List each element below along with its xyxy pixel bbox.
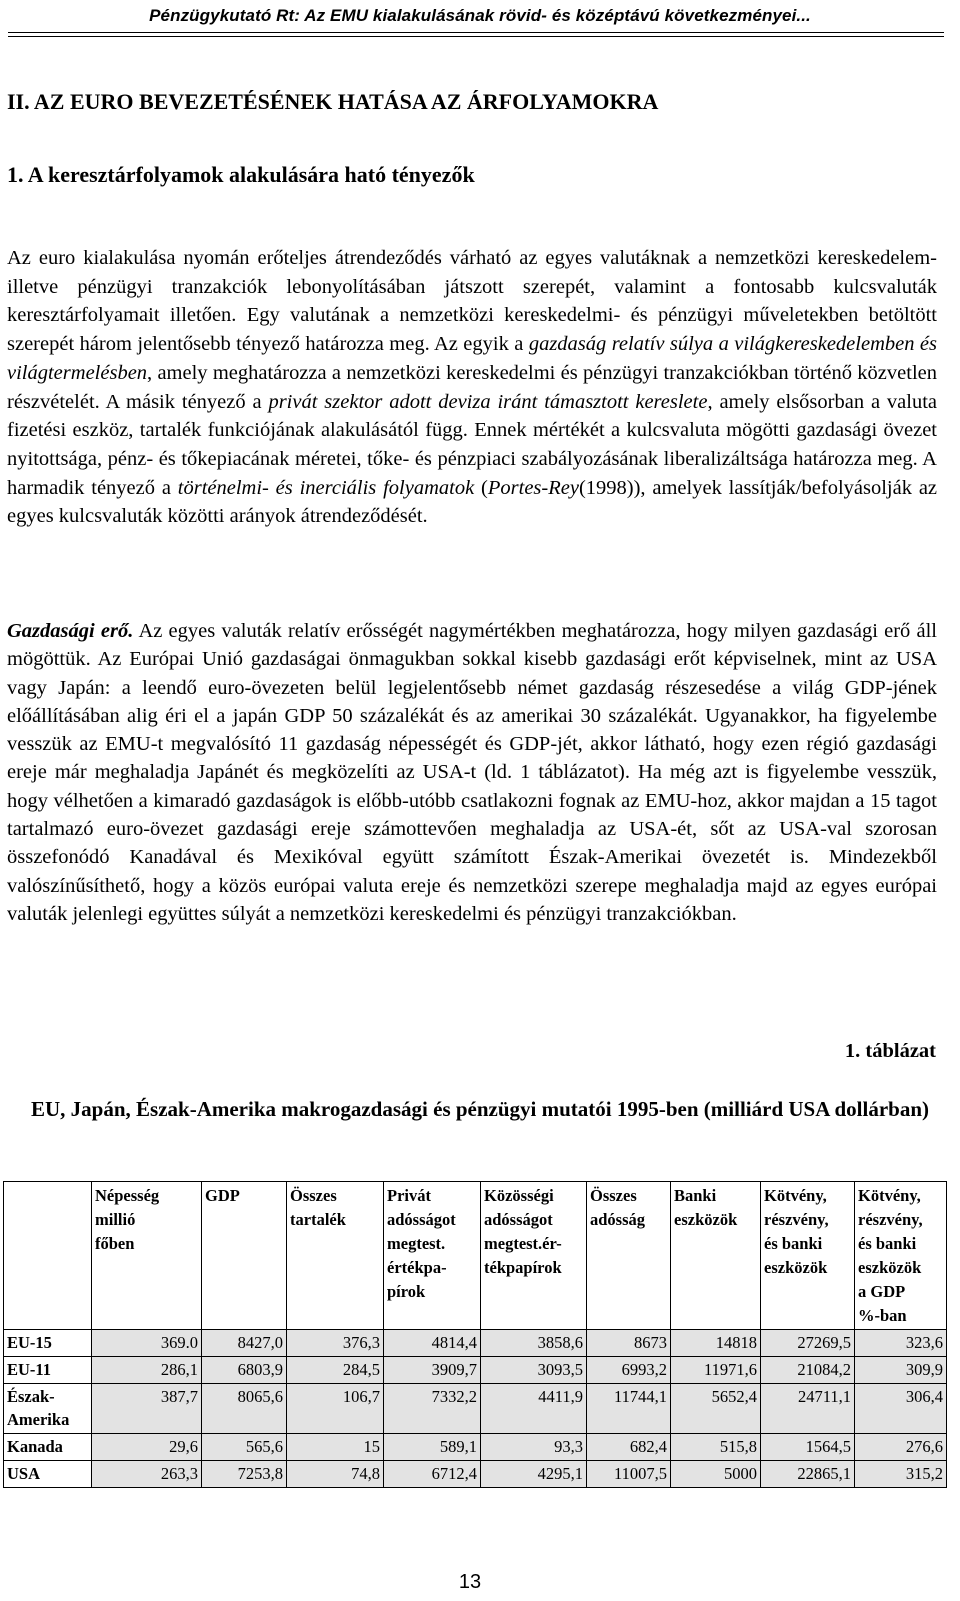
paragraph-text: (1998)), amelyek lassítják/befolyásolják az egyes kulcsvaluták közötti arányok átrendeződését. [7,476,938,528]
table-cell: 6993,2 [587,1356,671,1383]
paragraph-run-in-heading: Gazdasági erő. [7,620,134,642]
table-title: EU, Japán, Észak-Amerika makrogazdasági és pénzügyi mutatói 1995-ben (milliárd USA dollárban) [30,1097,929,1121]
header-rule-top [8,32,944,33]
table-number: 1. táblázat [844,1040,936,1062]
table-cell: 323,6 [855,1330,947,1357]
table-cell: 6803,9 [202,1356,287,1383]
column-header-line: tékpapírok [484,1258,562,1277]
column-header [671,1182,761,1330]
column-header-line: Banki [674,1186,717,1205]
table-cell: 8427,0 [202,1330,287,1357]
paragraph-text: Az euro kialakulása nyomán erőteljes átrendeződés várható az egyes valutáknak a nemzetközi kereskedelem- illetve pénzügyi tranzakciók lebonyolításában játszott szerepét, valamint a fontosabb kulcsvaluták keresztárfolyamait illetően. Egy valutának a nemzetközi kereskedelmi- és pénzügyi műveletekben betöltött szerepét három jelentősebb tényező határozza meg. Az egyik a [7,247,937,356]
table-cell: 11007,5 [587,1460,671,1487]
table-row [4,1383,947,1434]
table-cell: 589,1 [384,1434,481,1461]
table-cell: 306,4 [855,1383,947,1434]
column-header-line: pírok [387,1282,426,1301]
table-cell: 8065,6 [202,1383,287,1434]
row-label [4,1434,92,1461]
table-cell: 682,4 [587,1434,671,1461]
table-cell: 8673 [587,1330,671,1357]
column-header-line: eszközök [858,1258,922,1277]
column-header [761,1182,855,1330]
table-cell: 14818 [671,1330,761,1357]
table-cell: 369.0 [92,1330,202,1357]
table-cell: 11744,1 [587,1383,671,1434]
paragraph-text: , amely elsősorban a valuta fizetési eszköz, tartalék funkciójának alakulásától függ. Ennek mértékét a kulcsvaluta mögötti gazdasági övezet nyitottsága, pénz- és tőkepiacának méretei, tőke- és pénzpiaci szabályozásának liberalizáltsága határozza meg. A harmadik tényező a [7,390,937,499]
column-header-line: Népesség [95,1186,160,1205]
table-cell: 3093,5 [481,1356,587,1383]
paragraph-text: ( [474,476,488,499]
table-row [4,1434,947,1461]
row-label-line: Kanada [7,1437,63,1457]
table-cell: 29,6 [92,1434,202,1461]
column-header-line: megtest. [387,1234,446,1253]
column-header [384,1182,481,1330]
column-header-line: %-ban [858,1306,907,1325]
header-rule-bottom [8,36,944,37]
paragraph-text: , amely meghatározza a nemzetközi kereskedelmi és pénzügyi tranzakciókban történő közvetlen részvételét. A másik tényező a [7,361,937,413]
table-cell: 21084,2 [761,1356,855,1383]
table-cell: 74,8 [287,1460,384,1487]
table-cell: 5000 [671,1460,761,1487]
table-cell: 11971,6 [671,1356,761,1383]
row-label [4,1330,92,1357]
row-label-line: Amerika [7,1410,70,1430]
table-header-row [4,1182,947,1330]
row-label-line: EU-15 [7,1333,52,1352]
section-title: II. AZ EURO BEVEZETÉSÉNEK HATÁSA AZ ÁRFOLYAMOKRA [7,89,659,114]
column-header-line: Összes [590,1186,637,1205]
page-number: 13 [458,1571,482,1593]
running-header: Pénzügykutató Rt: Az EMU kialakulásának rövid- és középtávú következményei... [149,6,811,25]
column-header-line: adósságot [484,1210,553,1229]
table-cell: 3909,7 [384,1356,481,1383]
column-header-line: és banki [764,1234,823,1253]
table-cell: 315,2 [855,1460,947,1487]
column-header [92,1182,202,1330]
table-cell: 7332,2 [384,1383,481,1434]
table-cell: 3858,6 [481,1330,587,1357]
column-header-line: millió [95,1210,136,1229]
column-header-line: eszközök [674,1210,738,1229]
paragraph-text: Az egyes valuták relatív erősségét nagymértékben meghatározza, hogy milyen gazdasági erő áll mögöttük. Az Európai Unió gazdaságai önmagukban sokkal kisebb gazdasági erőt képviselnek, mint az USA vagy Japán: a leendő euro-övezeten belül legjelentősebb német gazdaság részesedése a világ GDP-jének előállításában alig éri el a japán GDP 50 százalékát és az amerikai 30 százalékát. Ugyanakkor, ha figyelembe vesszük az EMU-t megvalósító 11 gazdaság népességét és GDP-jét, akkor látható, hogy ezen régió gazdasági ereje már meghaladja Japánét és megközelíti az USA-t (ld. 1 táblázatot). Ha még azt is figyelembe vesszük, hogy vélhetően a kimaradó gazdaságok is előbb-utóbb csatlakozni fognak az EMU-hoz, akkor majdan a 15 tagot tartalmazó euro-övezet gazdasági ereje számottevően meghaladja az USA-ét, sőt az USA-val szorosan összefonódó Kanadával és Mexikóval együtt számított Észak-Amerikai övezetét is. Mindezekből valószínűsíthető, hogy a közös európai valuta ereje és nemzetközi szerepe meghaladja majd az egyes európai valuták jelenlegi együttes súlyát a nemzetközi kereskedelmi és pénzügyi tranzakciókban. [7,620,937,925]
table-body [4,1330,947,1488]
table-cell: 4814,4 [384,1330,481,1357]
row-label [4,1383,92,1434]
table-header [4,1182,947,1330]
table-cell: 284,5 [287,1356,384,1383]
column-header [202,1182,287,1330]
table-cell: 15 [287,1434,384,1461]
table-row [4,1330,947,1357]
table-cell: 4295,1 [481,1460,587,1487]
table-cell: 24711,1 [761,1383,855,1434]
column-header-line: részvény, [858,1210,923,1229]
table-cell: 4411,9 [481,1383,587,1434]
column-header-line: és banki [858,1234,917,1253]
column-header-line: Közösségi [484,1186,554,1205]
table-cell: 376,3 [287,1330,384,1357]
macro-indicators-table [3,1181,947,1488]
column-header-line: adósság [590,1210,646,1229]
column-header-line: a GDP [858,1282,906,1301]
column-header-line: főben [95,1234,135,1253]
row-label [4,1460,92,1487]
table-cell: 106,7 [287,1383,384,1434]
column-header [287,1182,384,1330]
table-cell: 6712,4 [384,1460,481,1487]
column-header-line: tartalék [290,1210,346,1229]
column-header-line: részvény, [764,1210,829,1229]
table-row [4,1460,947,1487]
column-header [4,1182,92,1330]
table-cell: 93,3 [481,1434,587,1461]
row-label-line: Észak- [7,1386,55,1406]
column-header-line: GDP [205,1186,240,1205]
paragraph-factors [7,244,937,531]
column-header-line: Privát [387,1186,431,1205]
table-row [4,1356,947,1383]
row-label-line: EU-11 [7,1359,52,1379]
paragraph-economic-power [7,617,937,928]
table-cell: 515,8 [671,1434,761,1461]
paragraph-emphasis: történelmi- és inerciális folyamatok [177,476,475,499]
paragraph-emphasis: gazdaság relatív súlya a világkereskedelemben és világtermelésben [7,333,937,384]
table-cell: 1564,5 [761,1434,855,1461]
table-cell: 387,7 [92,1383,202,1434]
table-cell: 5652,4 [671,1383,761,1434]
column-header-line: megtest.ér- [484,1234,562,1253]
column-header-line: adósságot [387,1210,456,1229]
table-cell: 27269,5 [761,1330,855,1357]
column-header [481,1182,587,1330]
column-header-line: értékpa- [387,1258,447,1277]
table-cell: 309,9 [855,1356,947,1383]
column-header-line: Kötvény, [764,1186,827,1205]
column-header-line: Kötvény, [858,1186,921,1205]
column-header [855,1182,947,1330]
column-header-line: eszközök [764,1258,828,1277]
table-cell: 263,3 [92,1460,202,1487]
table-cell: 286,1 [92,1356,202,1383]
paragraph-emphasis: privát szektor adott deviza iránt támasztott kereslete [268,390,708,413]
table-cell: 22865,1 [761,1460,855,1487]
citation-author: Portes-Rey [487,476,579,499]
row-label [4,1356,92,1383]
column-header-line: Összes [290,1186,337,1205]
row-label-line: USA [7,1463,41,1483]
table-cell: 276,6 [855,1434,947,1461]
subsection-title: 1. A keresztárfolyamok alakulására ható tényezők [7,162,475,187]
table-cell: 565,6 [202,1434,287,1461]
table-cell: 7253,8 [202,1460,287,1487]
column-header [587,1182,671,1330]
